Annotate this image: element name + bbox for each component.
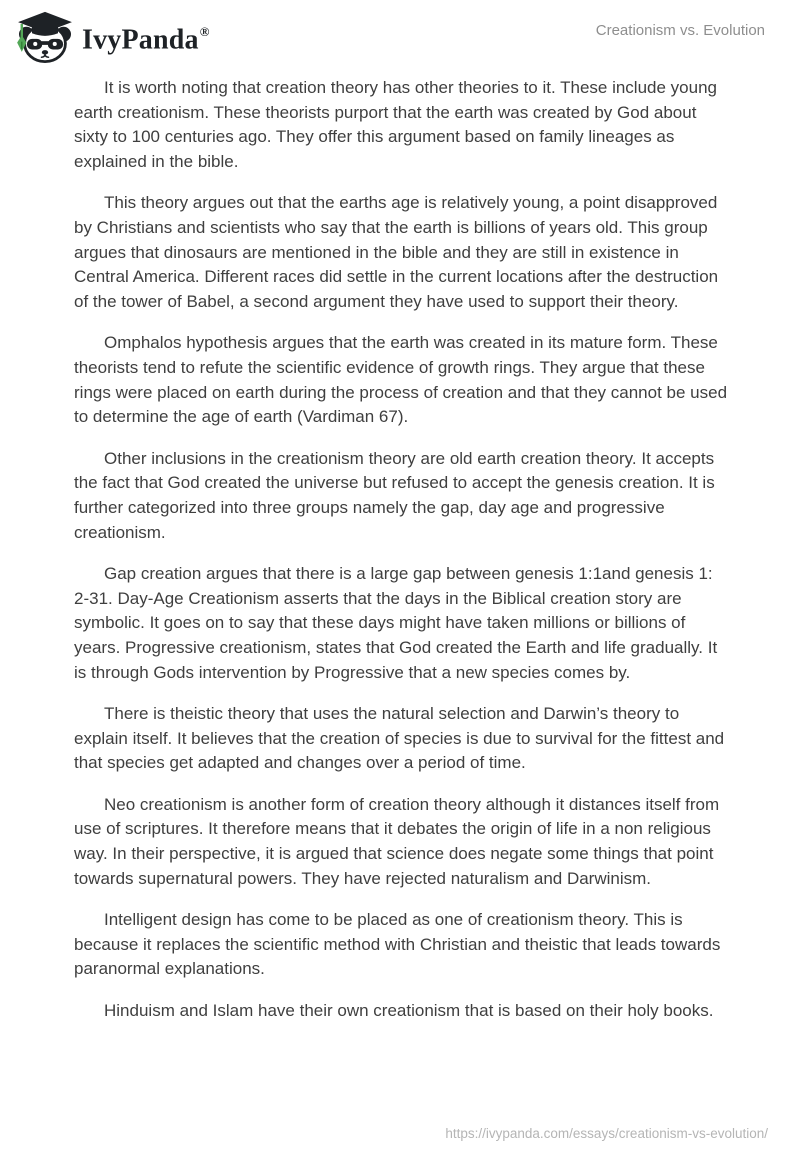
- essay-paragraph: It is worth noting that creation theory has other theories to it. These include young earth creationism. These theorists purport that the earth was created by God about sixty to 100 centuries ago. They offer this argument based on family lineages as explained in the bible.: [74, 78, 717, 172]
- brand-name: IvyPanda®: [82, 24, 210, 56]
- registered-trademark-symbol: ®: [199, 24, 210, 39]
- essay-paragraph: This theory argues out that the earths age is relatively young, a point disapproved by Christians and scientists who say that the earth is billions of years old. This group argues that dinosaurs are mentioned in the bible and they are still in existence in Central America. Different races did settle in the current locations after the destruction of the tower of Babel, a second argument they have used to support their theory.: [74, 193, 719, 312]
- essay-paragraph: Other inclusions in the creationism theory are old earth creation theory. It accepts the fact that God created the universe but refused to accept the genesis creation. It is further categorized into three groups namely the gap, day age and progressive creationism.: [74, 448, 715, 542]
- essay-paragraph: Gap creation argues that there is a large gap between genesis 1:1and genesis 1: 2-31. Day-Age Creationism asserts that the days in the Biblical creation story are symbolic. It goes on to say that these days might have taken millions or billions of years. Progressive creationism, states that God created the Earth and life gradually. It is through Gods intervention by Progressive that a new species comes by.: [74, 563, 718, 682]
- page-header: [0, 0, 800, 64]
- essay-paragraph: There is theistic theory that uses the natural selection and Darwin’s theory to explain itself. It believes that the creation of species is due to survival for the fittest and that species get adapted and changes over a period of time.: [74, 703, 725, 773]
- panda-graduation-cap-icon: [14, 11, 76, 63]
- essay-paragraph: Intelligent design has come to be placed as one of creationism theory. This is because it replaces the scientific method with Christian and theistic that leads towards paranormal explanations.: [74, 909, 721, 979]
- ivypanda-logo: [14, 8, 209, 66]
- essay-paragraph: Hinduism and Islam have their own creationism that is based on their holy books.: [104, 1000, 714, 1020]
- essay-paragraph: Neo creationism is another form of creation theory although it distances itself from use of scriptures. It therefore means that it debates the origin of life in a non religious way. In their perspective, it is argued that science does negate some things that point towards supernatural powers. They have rejected naturalism and Darwinism.: [74, 794, 720, 888]
- page-footer: [445, 1126, 768, 1141]
- document-title: Creationism vs. Evolution: [595, 22, 765, 39]
- essay-body: [0, 76, 800, 1023]
- source-url[interactable]: https://ivypanda.com/essays/creationism-vs-evolution/: [445, 1126, 768, 1141]
- essay-paragraph: Omphalos hypothesis argues that the earth was created in its mature form. These theorists tend to refute the scientific evidence of growth rings. They argue that these rings were placed on earth during the process of creation and that they cannot be used to determine the age of earth (Vardiman 67).: [74, 333, 728, 427]
